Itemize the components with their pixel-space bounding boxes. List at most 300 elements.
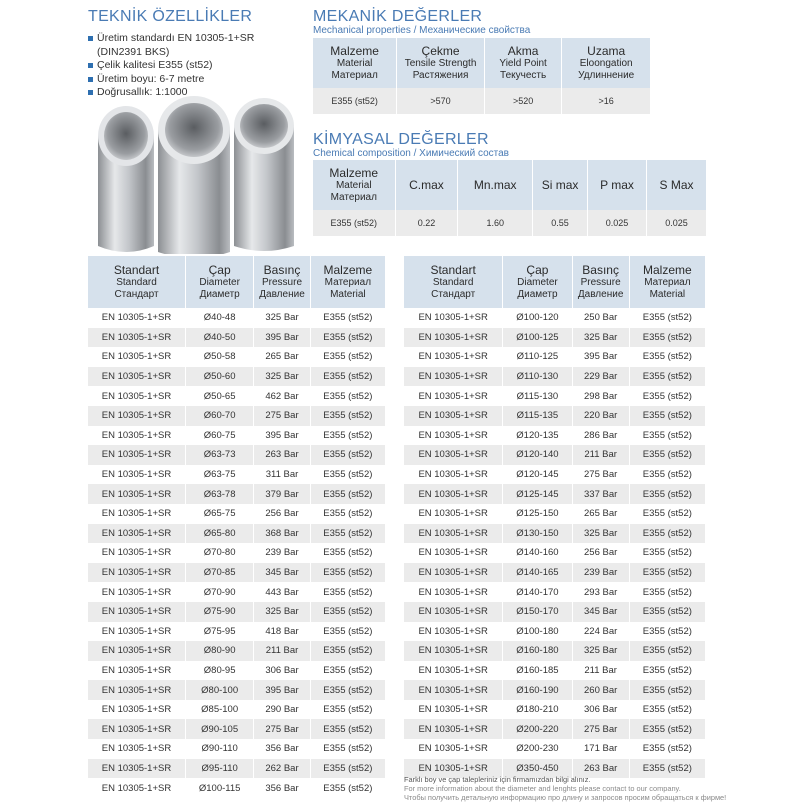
chemical-title: KİMYASAL DEĞERLER	[313, 131, 489, 148]
table-row	[404, 719, 705, 739]
table-cell: EN 10305-1+SR	[88, 719, 186, 739]
table-cell: Ø160-180	[503, 641, 572, 661]
table-cell: 250 Bar	[573, 308, 630, 328]
table-cell: E355 (st52)	[311, 504, 385, 524]
footer-note-tr: Farklı boy ve çap talepleriniz için firmamızdan bilgi alınız.	[404, 775, 591, 784]
table-cell: 239 Bar	[573, 563, 630, 583]
table-cell: 325 Bar	[254, 602, 310, 622]
table-cell: EN 10305-1+SR	[88, 524, 186, 544]
table-cell: Ø100-180	[503, 622, 572, 642]
table-cell: 211 Bar	[573, 445, 630, 465]
table-cell: E355 (st52)	[630, 426, 705, 446]
table-cell: E355 (st52)	[311, 328, 385, 348]
size-table-left	[88, 256, 385, 798]
table-row	[404, 484, 705, 504]
table-row	[88, 700, 385, 720]
table-cell: E355 (st52)	[630, 582, 705, 602]
table-row	[88, 347, 385, 367]
table-row	[88, 778, 385, 798]
table-cell: EN 10305-1+SR	[404, 700, 503, 720]
mech-row	[313, 88, 650, 114]
table-row	[404, 406, 705, 426]
table-row	[88, 582, 385, 602]
size-header-pressure: Basınç Pressure Давление	[573, 256, 630, 308]
chem-cell: 1.60	[458, 210, 533, 236]
table-row	[404, 543, 705, 563]
table-cell: EN 10305-1+SR	[404, 739, 503, 759]
table-cell: E355 (st52)	[630, 739, 705, 759]
table-cell: EN 10305-1+SR	[404, 465, 503, 485]
mech-cell: E355 (st52)	[313, 88, 397, 114]
table-cell: E355 (st52)	[311, 367, 385, 387]
table-cell: E355 (st52)	[311, 680, 385, 700]
table-cell: 462 Bar	[254, 386, 310, 406]
table-cell: E355 (st52)	[630, 524, 705, 544]
table-cell: E355 (st52)	[311, 406, 385, 426]
table-row	[88, 484, 385, 504]
table-cell: 211 Bar	[254, 641, 310, 661]
table-cell: 395 Bar	[573, 347, 630, 367]
table-row	[404, 563, 705, 583]
table-cell: EN 10305-1+SR	[88, 759, 186, 779]
table-row	[88, 602, 385, 622]
size-header-standard: Standart Standard Стандарт	[404, 256, 503, 308]
table-cell: EN 10305-1+SR	[404, 680, 503, 700]
chem-header-mn: Mn.max	[458, 160, 533, 210]
table-cell: 356 Bar	[254, 739, 310, 759]
table-row	[404, 308, 705, 328]
chem-cell: 0.55	[533, 210, 588, 236]
table-cell: EN 10305-1+SR	[404, 582, 503, 602]
table-cell: E355 (st52)	[630, 700, 705, 720]
chem-header-s: S Max	[647, 160, 706, 210]
table-cell: 239 Bar	[254, 543, 310, 563]
spec-length: Üretim boyu: 6-7 metre	[88, 73, 298, 87]
table-cell: EN 10305-1+SR	[404, 602, 503, 622]
table-cell: 263 Bar	[573, 759, 630, 779]
table-cell: Ø125-150	[503, 504, 572, 524]
table-cell: EN 10305-1+SR	[88, 445, 186, 465]
table-cell: Ø110-125	[503, 347, 572, 367]
table-cell: E355 (st52)	[311, 386, 385, 406]
table-row	[404, 602, 705, 622]
footer-note-en: For more information about the diameter and lenghts please contact to our company.	[404, 784, 681, 793]
table-cell: 345 Bar	[254, 563, 310, 583]
table-cell: Ø90-110	[186, 739, 254, 759]
pipe-left	[98, 106, 154, 252]
table-cell: Ø120-145	[503, 465, 572, 485]
table-cell: EN 10305-1+SR	[88, 504, 186, 524]
table-row	[88, 445, 385, 465]
table-cell: E355 (st52)	[311, 484, 385, 504]
table-cell: Ø60-75	[186, 426, 254, 446]
table-cell: 220 Bar	[573, 406, 630, 426]
table-cell: E355 (st52)	[311, 700, 385, 720]
table-cell: 275 Bar	[573, 465, 630, 485]
table-cell: E355 (st52)	[311, 582, 385, 602]
table-cell: EN 10305-1+SR	[88, 543, 186, 563]
table-cell: Ø50-60	[186, 367, 254, 387]
size-table-left-body	[88, 308, 385, 798]
table-cell: Ø63-73	[186, 445, 254, 465]
pipe-middle	[158, 96, 230, 254]
mech-cell: >16	[562, 88, 650, 114]
table-cell: EN 10305-1+SR	[404, 524, 503, 544]
table-cell: E355 (st52)	[311, 641, 385, 661]
table-cell: EN 10305-1+SR	[88, 347, 186, 367]
technical-specs	[88, 8, 298, 100]
table-cell: Ø115-135	[503, 406, 572, 426]
size-header-pressure: Basınç Pressure Давление	[254, 256, 310, 308]
table-cell: EN 10305-1+SR	[404, 367, 503, 387]
table-cell: E355 (st52)	[311, 465, 385, 485]
table-cell: Ø70-80	[186, 543, 254, 563]
table-row	[404, 582, 705, 602]
table-row	[88, 759, 385, 779]
table-cell: 298 Bar	[573, 386, 630, 406]
table-cell: E355 (st52)	[311, 308, 385, 328]
footer-note-ru: Чтобы получить детальную информацию про длину и запросов просим обращаться к фирме!	[404, 793, 727, 802]
table-cell: Ø80-90	[186, 641, 254, 661]
mechanical-subtitle: Mechanical properties / Механические свойства	[313, 25, 531, 36]
table-cell: EN 10305-1+SR	[88, 426, 186, 446]
table-cell: 325 Bar	[254, 308, 310, 328]
table-cell: Ø70-85	[186, 563, 254, 583]
size-header-material: Malzeme Материал Material	[630, 256, 705, 308]
table-cell: Ø160-185	[503, 661, 572, 681]
table-cell: EN 10305-1+SR	[404, 484, 503, 504]
table-row	[404, 504, 705, 524]
table-cell: EN 10305-1+SR	[88, 308, 186, 328]
spec-standard-din: (DIN2391 BKS)	[97, 45, 170, 58]
chem-cell: 0.025	[647, 210, 706, 236]
size-header-material: Malzeme Материал Material	[311, 256, 385, 308]
chem-header-c: C.max	[396, 160, 459, 210]
mech-header-yield: Akma Yield Point Текучесть	[485, 38, 563, 88]
table-cell: EN 10305-1+SR	[88, 328, 186, 348]
table-cell: E355 (st52)	[630, 308, 705, 328]
table-cell: E355 (st52)	[311, 563, 385, 583]
table-cell: 325 Bar	[573, 641, 630, 661]
table-row	[88, 680, 385, 700]
chem-row	[313, 210, 706, 236]
table-cell: EN 10305-1+SR	[404, 543, 503, 563]
spec-standard: Üretim standardı EN 10305-1+SR	[88, 32, 298, 46]
table-cell: 224 Bar	[573, 622, 630, 642]
table-cell: Ø40-50	[186, 328, 254, 348]
table-cell: 286 Bar	[573, 426, 630, 446]
chem-cell: 0.025	[588, 210, 647, 236]
size-header-standard: Standart Standard Стандарт	[88, 256, 186, 308]
table-cell: E355 (st52)	[311, 445, 385, 465]
table-row	[88, 504, 385, 524]
table-cell: E355 (st52)	[630, 484, 705, 504]
table-cell: EN 10305-1+SR	[88, 661, 186, 681]
table-row	[404, 641, 705, 661]
table-cell: EN 10305-1+SR	[404, 661, 503, 681]
table-cell: E355 (st52)	[630, 641, 705, 661]
size-table-right-body	[404, 308, 705, 778]
table-cell: EN 10305-1+SR	[88, 484, 186, 504]
table-cell: Ø350-450	[503, 759, 572, 779]
table-cell: EN 10305-1+SR	[404, 406, 503, 426]
table-cell: E355 (st52)	[630, 680, 705, 700]
table-cell: 260 Bar	[573, 680, 630, 700]
table-cell: 379 Bar	[254, 484, 310, 504]
table-cell: E355 (st52)	[630, 445, 705, 465]
table-cell: EN 10305-1+SR	[404, 759, 503, 779]
chem-header-p: P max	[588, 160, 647, 210]
size-table-right	[404, 256, 705, 778]
table-cell: EN 10305-1+SR	[88, 367, 186, 387]
table-cell: EN 10305-1+SR	[88, 386, 186, 406]
table-cell: Ø115-130	[503, 386, 572, 406]
table-row	[88, 465, 385, 485]
table-cell: E355 (st52)	[630, 719, 705, 739]
table-cell: E355 (st52)	[630, 367, 705, 387]
table-cell: Ø150-170	[503, 602, 572, 622]
table-cell: 306 Bar	[254, 661, 310, 681]
chem-cell: 0.22	[396, 210, 459, 236]
technical-specs-title: TEKNİK ÖZELLİKLER	[88, 8, 253, 25]
table-cell: Ø140-165	[503, 563, 572, 583]
chem-header-material: Malzeme Material Материал	[313, 160, 396, 210]
table-cell: EN 10305-1+SR	[88, 465, 186, 485]
table-row	[88, 386, 385, 406]
table-cell: 256 Bar	[573, 543, 630, 563]
table-row	[88, 308, 385, 328]
table-cell: EN 10305-1+SR	[404, 641, 503, 661]
table-cell: EN 10305-1+SR	[404, 719, 503, 739]
mech-header-tensile: Çekme Tensile Strength Растяжения	[397, 38, 485, 88]
mech-cell: >570	[397, 88, 485, 114]
table-cell: E355 (st52)	[311, 759, 385, 779]
table-cell: E355 (st52)	[311, 347, 385, 367]
table-cell: 275 Bar	[573, 719, 630, 739]
chem-cell: E355 (st52)	[313, 210, 396, 236]
table-cell: E355 (st52)	[311, 739, 385, 759]
table-cell: 275 Bar	[254, 719, 310, 739]
table-cell: EN 10305-1+SR	[88, 582, 186, 602]
table-cell: 337 Bar	[573, 484, 630, 504]
table-cell: E355 (st52)	[630, 563, 705, 583]
table-row	[404, 680, 705, 700]
table-cell: Ø65-80	[186, 524, 254, 544]
table-cell: 306 Bar	[573, 700, 630, 720]
technical-specs-list	[88, 32, 298, 100]
table-cell: 262 Bar	[254, 759, 310, 779]
table-cell: Ø120-140	[503, 445, 572, 465]
table-row	[88, 661, 385, 681]
chem-header-si: Si max	[533, 160, 588, 210]
table-row	[88, 739, 385, 759]
table-cell: 325 Bar	[254, 367, 310, 387]
table-cell: E355 (st52)	[311, 602, 385, 622]
table-row	[404, 739, 705, 759]
mech-header-elongation: Uzama Eloongation Удлиннение	[562, 38, 650, 88]
table-cell: 395 Bar	[254, 328, 310, 348]
table-cell: 356 Bar	[254, 778, 310, 798]
table-cell: E355 (st52)	[630, 504, 705, 524]
table-cell: E355 (st52)	[630, 759, 705, 779]
table-cell: EN 10305-1+SR	[88, 778, 186, 798]
table-cell: 395 Bar	[254, 680, 310, 700]
table-cell: 368 Bar	[254, 524, 310, 544]
table-cell: EN 10305-1+SR	[404, 622, 503, 642]
table-row	[404, 524, 705, 544]
table-row	[404, 622, 705, 642]
table-cell: E355 (st52)	[630, 347, 705, 367]
table-cell: Ø100-120	[503, 308, 572, 328]
table-cell: Ø160-190	[503, 680, 572, 700]
table-cell: 395 Bar	[254, 426, 310, 446]
table-cell: Ø100-115	[186, 778, 254, 798]
spec-steel-grade: Çelik kalitesi E355 (st52)	[88, 59, 298, 73]
table-cell: EN 10305-1+SR	[404, 504, 503, 524]
table-cell: Ø63-78	[186, 484, 254, 504]
table-cell: E355 (st52)	[630, 661, 705, 681]
table-cell: EN 10305-1+SR	[88, 563, 186, 583]
table-cell: 171 Bar	[573, 739, 630, 759]
footer-note	[404, 775, 800, 802]
table-cell: EN 10305-1+SR	[404, 347, 503, 367]
table-cell: Ø120-135	[503, 426, 572, 446]
table-row	[88, 367, 385, 387]
table-cell: EN 10305-1+SR	[88, 602, 186, 622]
table-cell: Ø140-160	[503, 543, 572, 563]
table-cell: Ø80-95	[186, 661, 254, 681]
table-cell: Ø125-145	[503, 484, 572, 504]
mech-cell: >520	[485, 88, 563, 114]
table-cell: 229 Bar	[573, 367, 630, 387]
table-cell: E355 (st52)	[630, 602, 705, 622]
table-cell: Ø75-90	[186, 602, 254, 622]
table-cell: E355 (st52)	[630, 328, 705, 348]
table-cell: 311 Bar	[254, 465, 310, 485]
table-row	[88, 328, 385, 348]
table-cell: EN 10305-1+SR	[404, 426, 503, 446]
table-row	[404, 661, 705, 681]
table-cell: E355 (st52)	[311, 661, 385, 681]
table-cell: E355 (st52)	[311, 524, 385, 544]
table-cell: EN 10305-1+SR	[404, 445, 503, 465]
table-cell: E355 (st52)	[311, 778, 385, 798]
mechanical-title: MEKANİK DEĞERLER	[313, 8, 483, 25]
table-cell: Ø200-220	[503, 719, 572, 739]
size-header-diameter: Çap Diameter Диаметр	[186, 256, 254, 308]
table-cell: Ø100-125	[503, 328, 572, 348]
table-cell: 293 Bar	[573, 582, 630, 602]
table-cell: Ø63-75	[186, 465, 254, 485]
table-cell: 345 Bar	[573, 602, 630, 622]
table-cell: 325 Bar	[573, 524, 630, 544]
table-cell: Ø70-90	[186, 582, 254, 602]
table-cell: Ø95-110	[186, 759, 254, 779]
table-row	[404, 465, 705, 485]
table-row	[404, 386, 705, 406]
mechanical-table	[313, 38, 650, 114]
table-cell: 275 Bar	[254, 406, 310, 426]
table-cell: Ø60-70	[186, 406, 254, 426]
mech-header-material: Malzeme Material Материал	[313, 38, 397, 88]
table-cell: E355 (st52)	[630, 386, 705, 406]
table-cell: E355 (st52)	[311, 622, 385, 642]
table-row	[88, 426, 385, 446]
table-cell: 443 Bar	[254, 582, 310, 602]
table-cell: EN 10305-1+SR	[404, 328, 503, 348]
table-row	[88, 543, 385, 563]
table-cell: EN 10305-1+SR	[404, 563, 503, 583]
table-cell: Ø65-75	[186, 504, 254, 524]
table-row	[404, 426, 705, 446]
spec-straightness: Doğrusallık: 1:1000	[88, 86, 298, 100]
table-row	[404, 347, 705, 367]
table-cell: Ø140-170	[503, 582, 572, 602]
chemical-table	[313, 160, 706, 236]
table-row	[404, 367, 705, 387]
table-row	[88, 641, 385, 661]
table-cell: EN 10305-1+SR	[404, 386, 503, 406]
table-cell: 263 Bar	[254, 445, 310, 465]
table-cell: Ø110-130	[503, 367, 572, 387]
table-row	[404, 445, 705, 465]
table-cell: 418 Bar	[254, 622, 310, 642]
table-cell: EN 10305-1+SR	[88, 406, 186, 426]
table-row	[404, 328, 705, 348]
table-cell: 290 Bar	[254, 700, 310, 720]
chemical-subtitle: Chemical composition / Химический состав	[313, 148, 509, 159]
table-cell: Ø85-100	[186, 700, 254, 720]
table-cell: E355 (st52)	[311, 426, 385, 446]
table-cell: 265 Bar	[254, 347, 310, 367]
table-cell: EN 10305-1+SR	[88, 680, 186, 700]
table-row	[88, 524, 385, 544]
table-cell: E355 (st52)	[630, 465, 705, 485]
table-cell: Ø90-105	[186, 719, 254, 739]
table-row	[88, 719, 385, 739]
table-cell: Ø75-95	[186, 622, 254, 642]
table-row	[404, 700, 705, 720]
table-cell: EN 10305-1+SR	[88, 739, 186, 759]
table-cell: 325 Bar	[573, 328, 630, 348]
table-cell: Ø50-58	[186, 347, 254, 367]
table-cell: Ø40-48	[186, 308, 254, 328]
table-cell: Ø50-65	[186, 386, 254, 406]
table-cell: 211 Bar	[573, 661, 630, 681]
size-header-diameter: Çap Diameter Диаметр	[503, 256, 572, 308]
table-cell: Ø200-230	[503, 739, 572, 759]
table-cell: E355 (st52)	[311, 543, 385, 563]
table-cell: EN 10305-1+SR	[88, 700, 186, 720]
table-cell: Ø80-100	[186, 680, 254, 700]
table-row	[88, 622, 385, 642]
pipe-right	[234, 98, 294, 251]
table-cell: 256 Bar	[254, 504, 310, 524]
table-cell: EN 10305-1+SR	[88, 622, 186, 642]
table-cell: E355 (st52)	[630, 406, 705, 426]
table-cell: E355 (st52)	[630, 622, 705, 642]
table-cell: Ø130-150	[503, 524, 572, 544]
table-cell: Ø180-210	[503, 700, 572, 720]
table-row	[88, 563, 385, 583]
steel-pipes-image	[88, 96, 300, 254]
table-cell: 265 Bar	[573, 504, 630, 524]
table-cell: EN 10305-1+SR	[88, 641, 186, 661]
table-cell: E355 (st52)	[311, 719, 385, 739]
table-cell: E355 (st52)	[630, 543, 705, 563]
table-row	[88, 406, 385, 426]
table-cell: EN 10305-1+SR	[404, 308, 503, 328]
